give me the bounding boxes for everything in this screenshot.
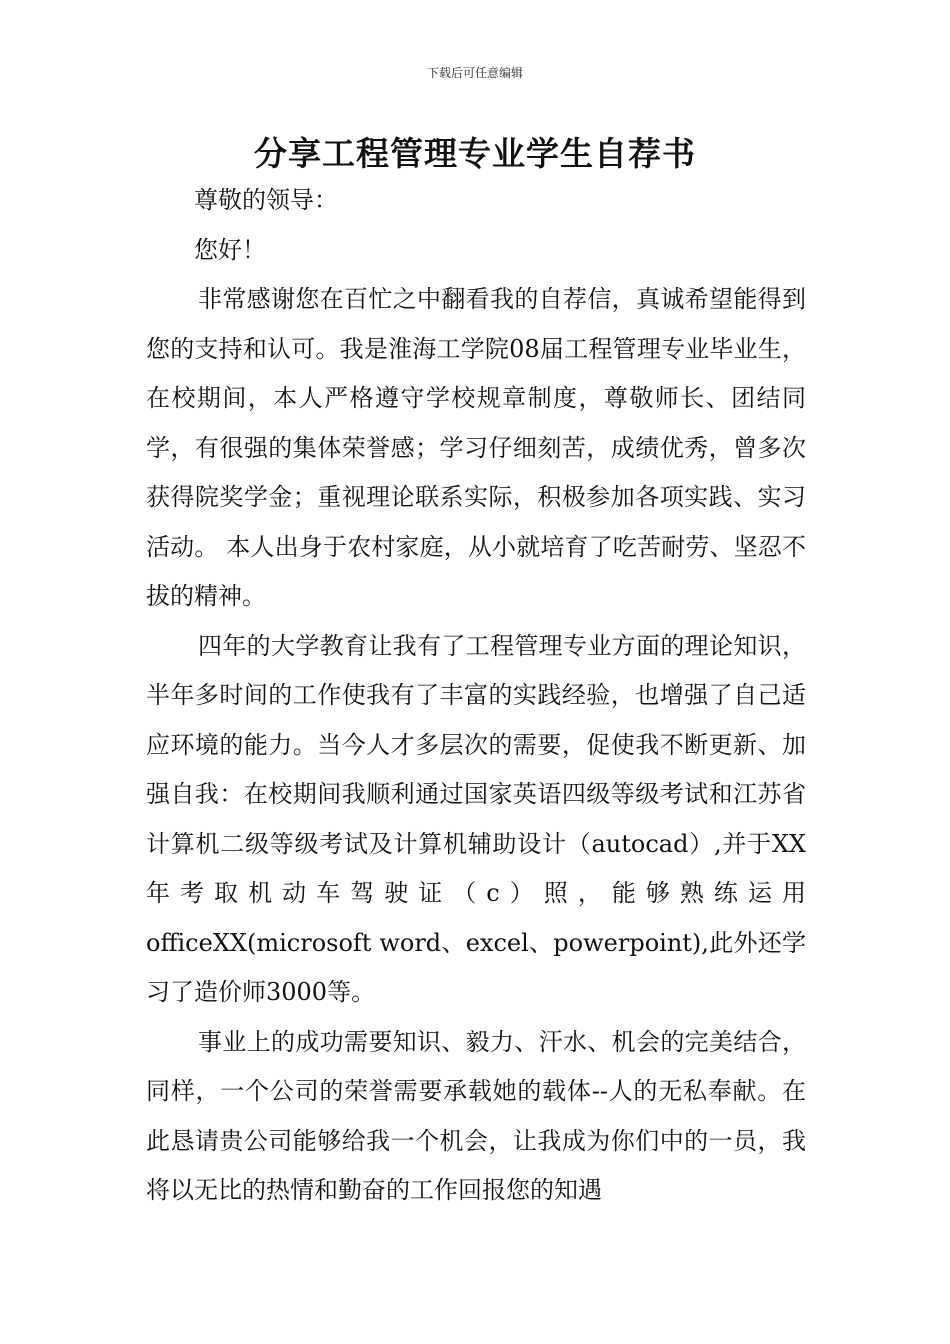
letter-body (146, 176, 806, 1216)
salutation: 尊敬的领导： (194, 186, 338, 214)
greeting: 您好！ (194, 235, 266, 264)
document-title: 分享工程管理专业学生自荐书 (254, 134, 696, 173)
paragraph-education: 四年的大学教育让我有了工程管理专业方面的理论知识，半年多时间的工作使我有了丰富的实践经验，也增强了自己适应环境的能力。当今人才多层次的需要，促使我不断更新、加强自我：在校期间我顺利通过国家英语四级等级考试和江苏省计算机二级等级考试及计算机辅助设计（autocad）,并于XX年考取机动车驾驶证（c）照，能够熟练运用officeXX(microsoft word、excel、powerpoint),此外还学习了造价师3000等。 (146, 631, 806, 1006)
paragraph-request: 事业上的成功需要知识、毅力、汗水、机会的完美结合，同样，一个公司的荣誉需要承载她的载体--人的无私奉献。在此恳请贵公司能够给我一个机会，让我成为你们中的一员，我将以无比的热情和勤奋的工作回报您的知遇 (146, 1027, 806, 1204)
header-note: 下载后可任意编辑 (426, 66, 523, 80)
paragraph-intro: 非常感谢您在百忙之中翻看我的自荐信，真诚希望能得到您的支持和认可。我是淮海工学院08届工程管理专业毕业生，在校期间，本人严格遵守学校规章制度，尊敬师长、团结同学，有很强的集体荣誉感；学习仔细刻苦，成绩优秀，曾多次获得院奖学金；重视理论联系实际，积极参加各项实践、实习活动。 本人出身于农村家庭，从小就培育了吃苦耐劳、坚忍不拔的精神。 (146, 285, 806, 610)
